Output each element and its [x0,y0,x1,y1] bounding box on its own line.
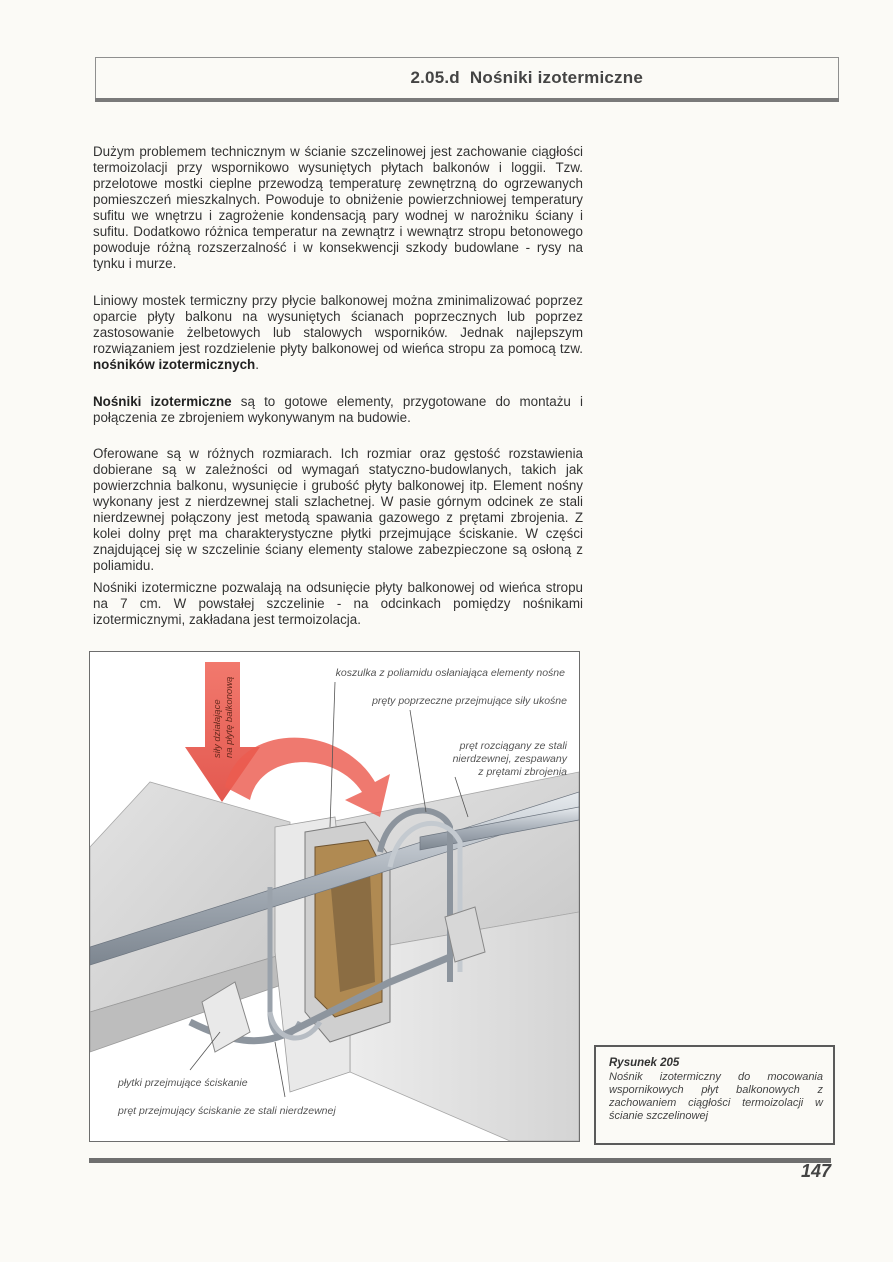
paragraph-thermal-bridges: Dużym problemem technicznym w ścianie szczelinowej jest zachowanie ciągłości termoizolacji przy wspornikowo wysuniętych płytach balkonów i loggii. Tzw. przelotowe mostki cieplne przewodzą temperaturę zewnętrzną do ogrzewanych pomieszczeń mieszkalnych. Powoduje to obniżenie powierzchniowej temperatury sufitu we wnętrzu i zagrożenie kondensacją pary wodnej w narożniku ściany i sufitu. Dodatkowo różnica temperatur na zewnątrz i wewnątrz stropu betonowego powoduje różną rozszerzalność i w konsekwencji szkody budowlane - rysy na tynku i murze. [93,144,583,271]
term-isothermal-carriers: nośników izotermicznych [93,357,256,372]
force-label-line1: siły działające [212,699,223,758]
footer-rule [89,1158,831,1163]
page-number: 147 [800,1161,831,1181]
header-rule [95,98,839,102]
leader-cross-bars [410,710,426,812]
label-pressure-plates: płytki przejmujące ściskanie [118,1077,248,1089]
chapter-title-text: Nośniki izotermiczne [469,68,643,87]
paragraph-definition-text: są to gotowe elementy, przygotowane do montażu i połączenia ze zbrojeniem wykonywanym na budowie. [93,394,583,425]
paragraph-linear-bridge-text: Liniowy mostek termiczny przy płycie balkonowej można zminimalizować poprzez oparcie płyty balkonu na wysuniętych ścianach poprzecznych lub poprzez zastosowanie żelbetowych lub stalowych wsporników. Jednak najlepszym rozwiązaniem jest rozdzielenie płyty balkonowej od wieńca stropu za pomocą tzw. [93,293,583,356]
paragraph-offset: Nośniki izotermiczne pozwalają na odsunięcie płyty balkonowej od wieńca stropu na 7 cm. W powstałej szczelinie - na odcinkach pomiędzy nośnikami izotermicznymi, zakładana jest termoizolacja. [93,580,583,627]
figure-isothermal-carrier [89,651,580,1142]
force-label-line2: na płytę balkonową [224,676,235,758]
label-polyamide-sleeve: koszulka z poliamidu osłaniająca elementy nośne [335,667,565,679]
label-tension-bar-line3: z prętami zbrojenia [478,766,567,778]
paragraph-linear-bridge-end: . [255,357,259,372]
force-arrow-label [212,666,246,760]
label-tension-bar [453,740,567,779]
chapter-number: 2.05.d [410,68,460,87]
label-compression-bar: pręt przejmujący ściskanie ze stali nierdzewnej [118,1105,336,1117]
label-tension-bar-line2: nierdzewnej, zespawany [452,753,567,765]
label-tension-bar-line1: pręt rozciągany ze stali [459,740,567,752]
chapter-title [410,68,643,88]
carrier-illustration [90,652,579,1141]
figure-caption-title: Rysunek 205 [609,1057,680,1069]
paragraph-linear-bridge [93,293,583,373]
term-isothermal-carriers-heading: Nośniki izotermiczne [93,394,232,409]
paragraph-definition [93,394,583,426]
paragraph-sizes: Oferowane są w różnych rozmiarach. Ich rozmiar oraz gęstość rozstawienia dobierane są w zależności od wymagań statyczno-budowlanych, takich jak powierzchnia balkonu, wysunięcie i grubość płyty balkonowej itp. Element nośny wykonany jest z nierdzewnej stali szlachetnej. W pasie górnym odcinek ze stali nierdzewnej połączony jest metodą spawania gazowego z prętami zbrojenia. Z kolei dolny pręt ma charakterystyczne płytki przejmujące ściskanie. W części znajdującej się w szczelinie ściany elementy stalowe zabezpieczone są osłoną z poliamidu. [93,446,583,573]
label-cross-bars: pręty poprzeczne przejmujące siły ukośne [372,695,567,707]
figure-caption-text: Nośnik izotermiczny do mocowania wspornikowych płyt balkonowych z zachowaniem ciągłości termoizolacji w ścianie szczelinowej [609,1071,823,1122]
figure-caption-box [594,1045,835,1145]
leader-compression-bar [275,1042,285,1097]
